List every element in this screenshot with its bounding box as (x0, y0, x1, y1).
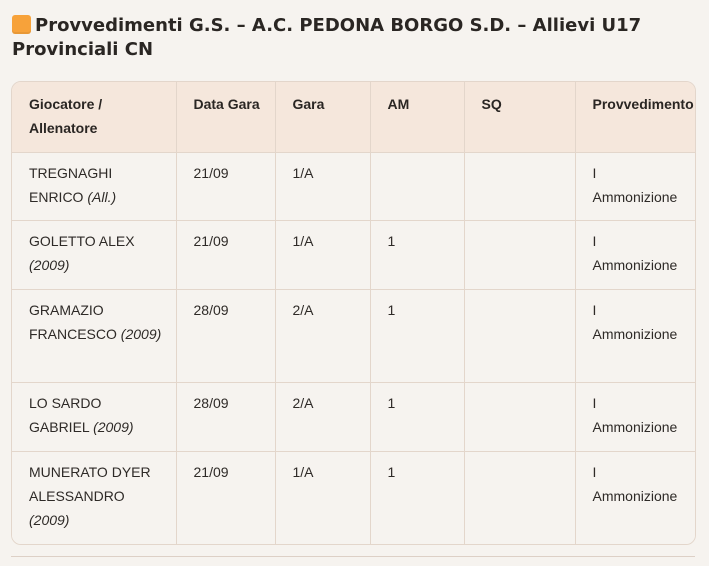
cell-sq (464, 220, 575, 289)
cell-date: 28/09 (176, 382, 275, 451)
player-name: GRAMAZIO FRANCESCO (29, 301, 117, 342)
sanctions-table-container (11, 81, 696, 545)
cell-match: 2/A (275, 382, 370, 451)
cell-am: 1 (370, 220, 464, 289)
cell-match: 2/A (275, 289, 370, 382)
player-name: LO SARDO GABRIEL (29, 394, 102, 435)
cell-date: 21/09 (176, 220, 275, 289)
page-title-text: Provvedimenti G.S. – A.C. PEDONA BORGO S.D. – Allievi U17 Provinciali CN (12, 15, 642, 60)
cell-am: 1 (370, 451, 464, 544)
player-name: MUNERATO DYER ALESSANDRO (29, 463, 151, 504)
cell-sanction: I Ammonizione (575, 152, 695, 220)
player-note: (2009) (29, 511, 70, 528)
table-row (12, 152, 695, 220)
table-row (12, 451, 695, 544)
column-header-match: Gara (275, 82, 370, 152)
column-header-am: AM (370, 82, 464, 152)
cell-sanction: I Ammonizione (575, 382, 695, 451)
player-note: (2009) (120, 325, 162, 342)
cell-date: 28/09 (176, 289, 275, 382)
player-name: GOLETTO ALEX (29, 232, 135, 249)
table-row (12, 289, 695, 382)
cell-match: 1/A (275, 152, 370, 220)
player-note: (2009) (93, 418, 134, 435)
cell-sq (464, 451, 575, 544)
column-header-sq: SQ (464, 82, 575, 152)
cell-player (12, 152, 176, 220)
column-header-player: Giocatore / Allenatore (12, 82, 176, 152)
player-note: (2009) (29, 256, 70, 273)
cell-match: 1/A (275, 451, 370, 544)
sanctions-table (12, 82, 695, 545)
cell-player (12, 382, 176, 451)
table-header-row (12, 82, 695, 152)
divider (11, 556, 695, 557)
cell-am (370, 152, 464, 220)
cell-sanction: I Ammonizione (575, 451, 695, 544)
table-row (12, 382, 695, 451)
cell-date: 21/09 (176, 451, 275, 544)
cell-player (12, 451, 176, 544)
cell-sq (464, 152, 575, 220)
cell-sanction: I Ammonizione (575, 220, 695, 289)
table-row (12, 220, 695, 289)
cell-player (12, 220, 176, 289)
cell-match: 1/A (275, 220, 370, 289)
cell-sq (464, 382, 575, 451)
column-header-date: Data Gara (176, 82, 275, 152)
player-note: (All.) (87, 188, 117, 205)
cell-sq (464, 289, 575, 382)
orange-square-icon (12, 15, 31, 34)
cell-date: 21/09 (176, 152, 275, 220)
cell-am: 1 (370, 382, 464, 451)
column-header-sanction: Provvedimento (575, 82, 695, 152)
page-title (12, 14, 692, 62)
cell-am: 1 (370, 289, 464, 382)
player-name: TREGNAGHI ENRICO (29, 164, 113, 205)
cell-player (12, 289, 176, 382)
cell-sanction: I Ammonizione (575, 289, 695, 382)
